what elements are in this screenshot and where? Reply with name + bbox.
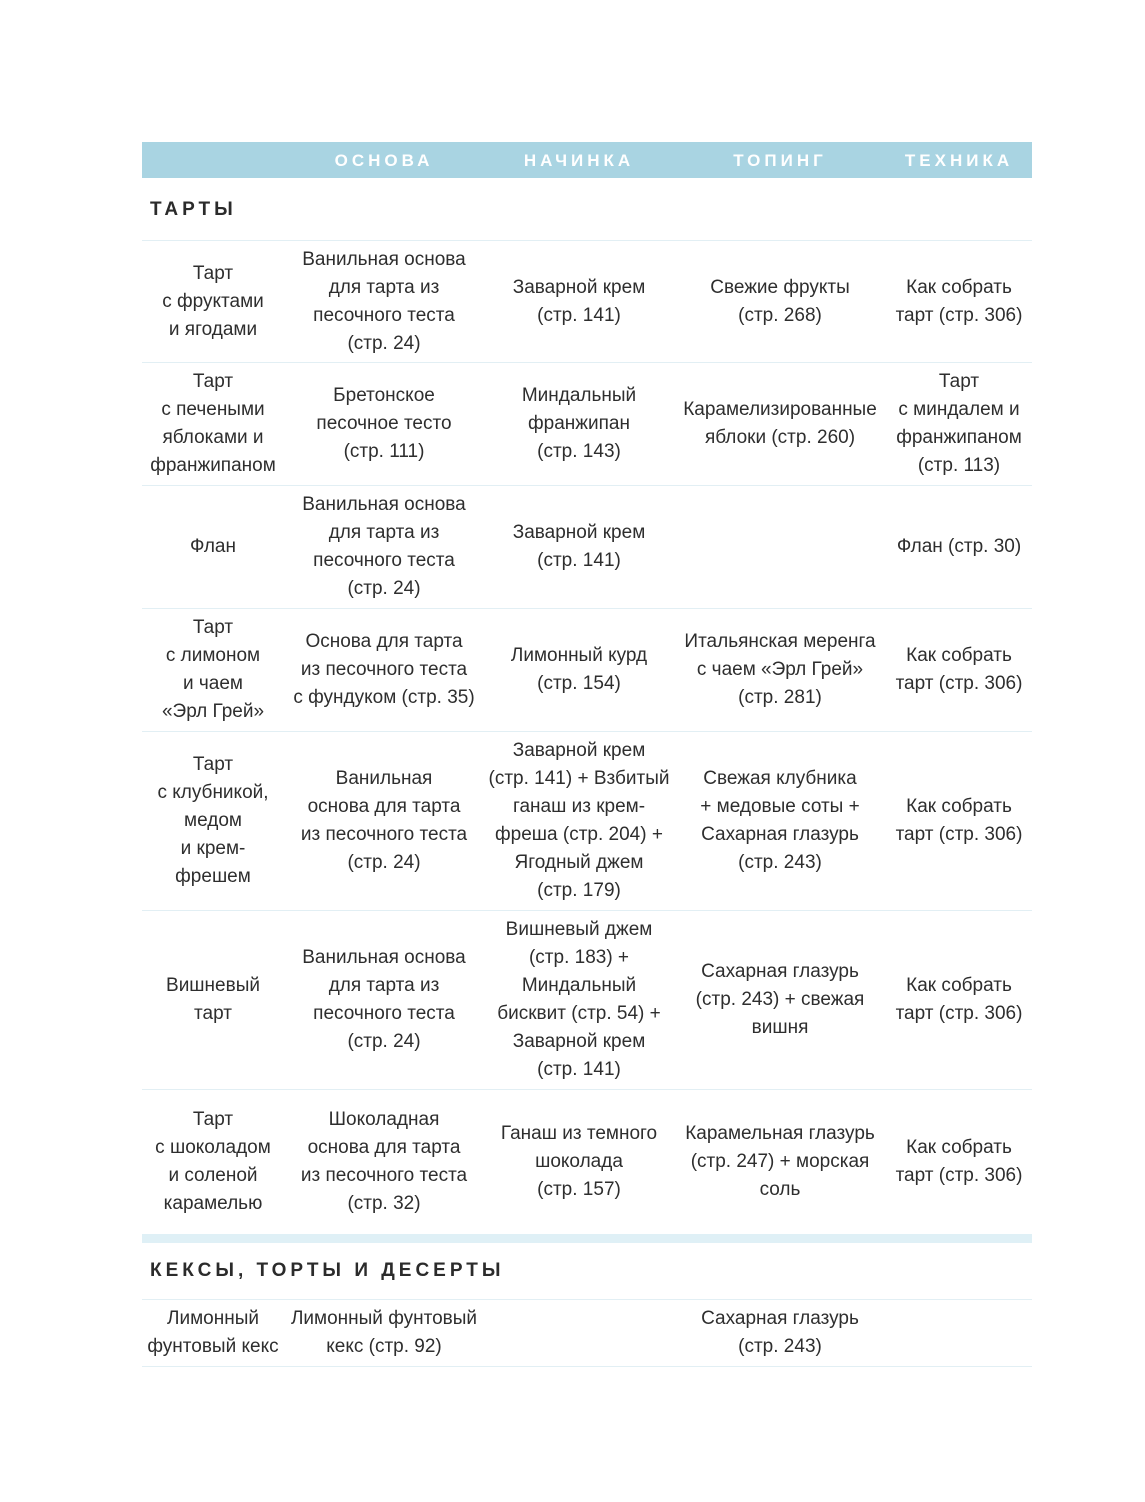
row-name-cell: Тарт с печеными яблоками и франжипаном <box>150 371 276 476</box>
table-row <box>142 240 1032 362</box>
filling-cell: Заварной крем (стр. 141) <box>512 522 646 571</box>
section-title-cakes: КЕКСЫ, ТОРТЫ И ДЕСЕРТЫ <box>150 1260 505 1281</box>
base-cell: Ванильная основа для тарта из песочного теста (стр. 24) <box>300 768 468 873</box>
filling-cell: Ганаш из темного шоколада (стр. 157) <box>500 1123 658 1200</box>
table-row <box>142 731 1032 910</box>
header-name-column <box>142 159 284 161</box>
topping-cell: Карамелизированные яблоки (стр. 260) <box>683 399 877 448</box>
technique-cell: Как собрать тарт (стр. 306) <box>895 276 1023 326</box>
table-header <box>142 142 1032 178</box>
topping-cell: Сахарная глазурь (стр. 243) + свежая вишня <box>695 961 865 1038</box>
topping-cell: Свежие фрукты (стр. 268) <box>710 276 850 326</box>
table-row <box>142 485 1032 608</box>
base-cell: Ванильная основа для тарта из песочного теста (стр. 24) <box>302 494 466 599</box>
technique-cell: Как собрать тарт (стр. 306) <box>895 645 1023 694</box>
row-name-cell: Лимонный фунтовый кекс <box>147 1308 279 1357</box>
filling-cell: Вишневый джем (стр. 183) + Миндальный бисквит (стр. 54) + Заварной крем (стр. 141) <box>497 919 661 1080</box>
topping-cell: Карамельная глазурь (стр. 247) + морская соль <box>685 1123 875 1200</box>
technique-cell: Как собрать тарт (стр. 306) <box>895 1137 1023 1186</box>
header-topping-column: ТОПИНГ <box>733 151 827 170</box>
table-row <box>142 362 1032 485</box>
section-divider <box>142 1234 1032 1243</box>
technique-cell: Как собрать тарт (стр. 306) <box>895 796 1023 845</box>
table-row <box>142 1089 1032 1234</box>
base-cell: Шоколадная основа для тарта из песочного теста (стр. 32) <box>300 1109 468 1214</box>
base-cell: Бретонское песочное тесто (стр. 111) <box>316 385 452 462</box>
header-base-column: ОСНОВА <box>334 151 434 170</box>
filling-cell: Миндальный франжипан (стр. 143) <box>521 385 637 462</box>
base-cell: Ванильная основа для тарта из песочного теста (стр. 24) <box>302 248 466 354</box>
filling-cell: Лимонный курд (стр. 154) <box>510 645 648 694</box>
technique-cell: Тарт с миндалем и франжипаном (стр. 113) <box>896 371 1022 476</box>
table-row <box>142 608 1032 731</box>
table-row <box>142 1299 1032 1367</box>
row-name-cell: Флан <box>190 536 236 557</box>
topping-cell: Свежая клубника + медовые соты + Сахарная глазурь (стр. 243) <box>700 768 860 873</box>
base-cell: Ванильная основа для тарта из песочного теста (стр. 24) <box>302 947 466 1052</box>
table-row <box>142 910 1032 1089</box>
filling-cell: Заварной крем (стр. 141) + Взбитый ганаш из крем- фреша (стр. 204) + Ягодный джем (стр. 179) <box>488 740 670 901</box>
recipe-table <box>142 142 1032 1367</box>
row-name-cell: Тарт с клубникой, медом и крем- фрешем <box>157 754 269 887</box>
topping-cell: Сахарная глазурь (стр. 243) <box>701 1308 859 1357</box>
row-name-cell: Тарт с фруктами и ягодами <box>162 262 264 340</box>
base-cell: Основа для тарта из песочного теста с фундуком (стр. 35) <box>293 631 475 708</box>
header-technique-column: ТЕХНИКА <box>904 151 1014 170</box>
header-filling-column: НАЧИНКА <box>523 151 635 170</box>
row-name-cell: Тарт с шоколадом и соленой карамелью <box>155 1109 271 1214</box>
technique-cell: Как собрать тарт (стр. 306) <box>895 975 1023 1024</box>
base-cell: Лимонный фунтовый кекс (стр. 92) <box>290 1308 478 1357</box>
section-title-tarts: ТАРТЫ <box>150 199 237 220</box>
row-name-cell: Вишневый тарт <box>166 975 260 1024</box>
topping-cell: Итальянская меренга с чаем «Эрл Грей» (стр. 281) <box>684 631 876 708</box>
row-name-cell: Тарт с лимоном и чаем «Эрл Грей» <box>161 617 265 722</box>
technique-cell: Флан (стр. 30) <box>896 536 1022 557</box>
filling-cell: Заварной крем (стр. 141) <box>512 276 646 326</box>
